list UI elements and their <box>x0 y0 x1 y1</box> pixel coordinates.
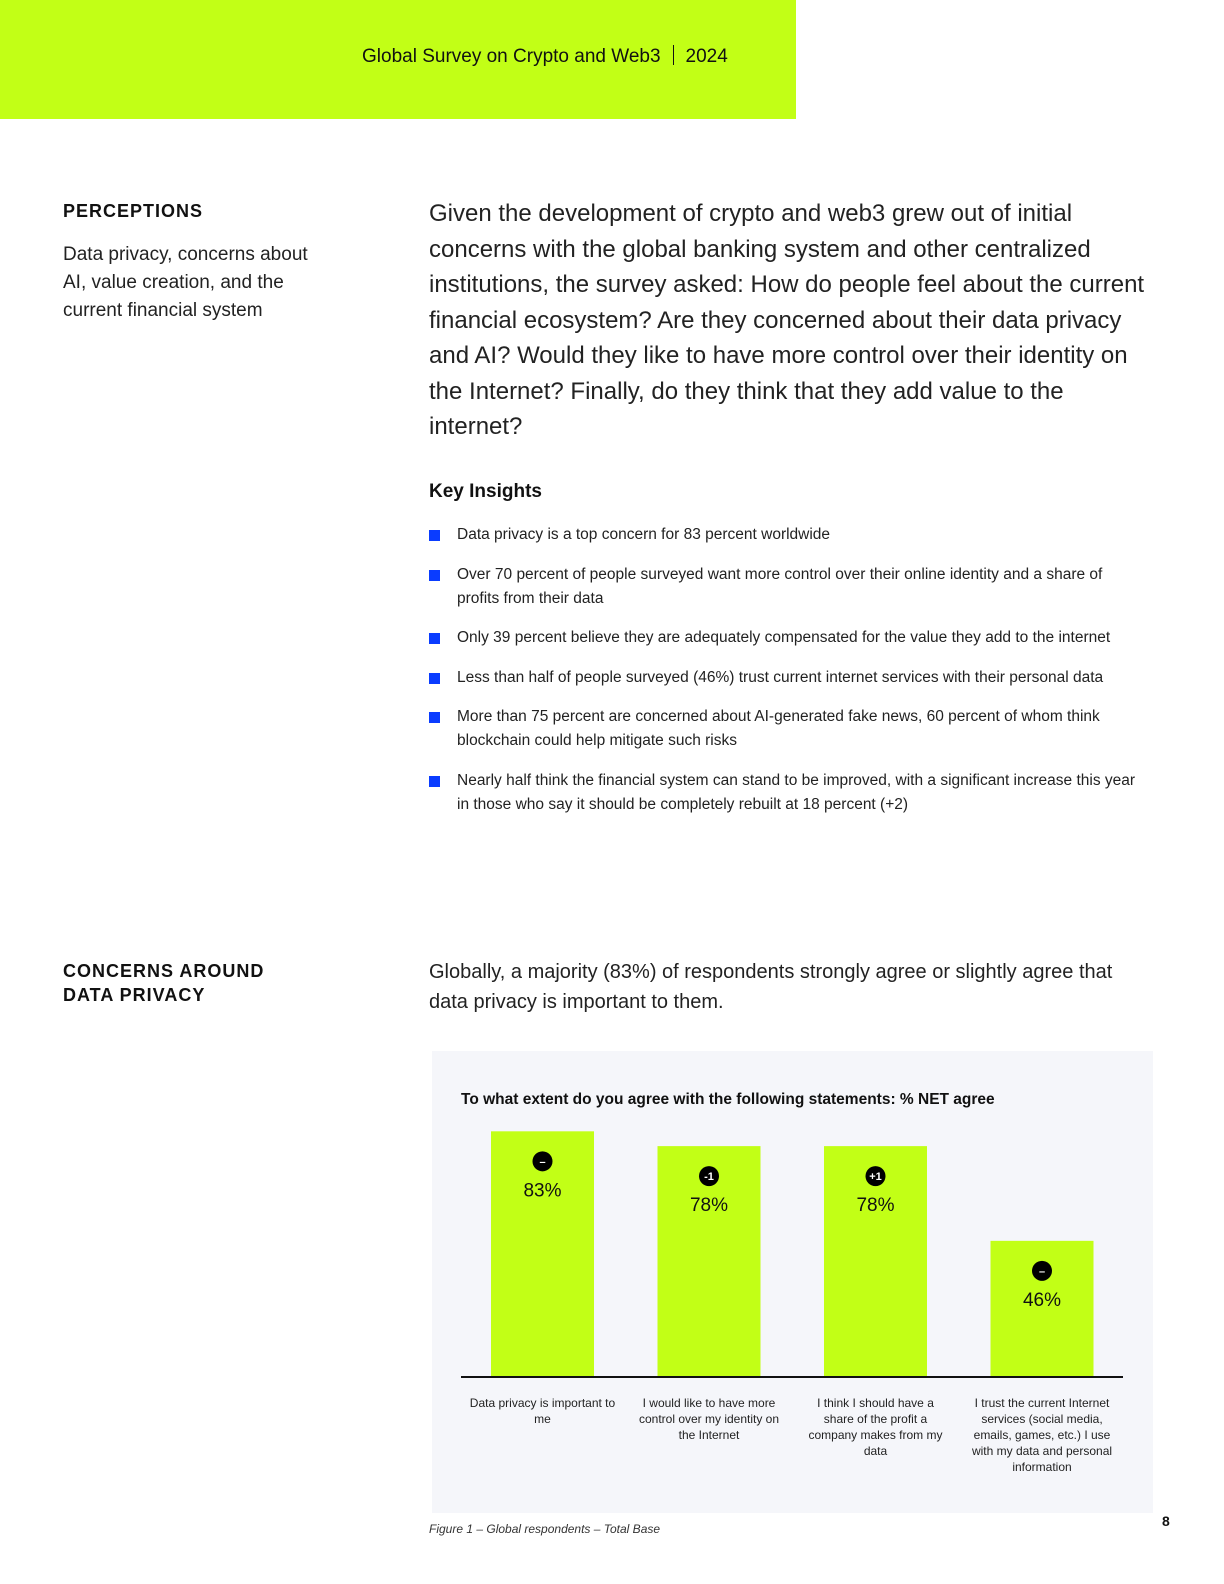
perceptions-subtitle: Data privacy, concerns about AI, value creation, and the current financial system <box>63 244 308 321</box>
report-title: Global Survey on Crypto and Web3 <box>362 46 661 67</box>
category-label: I would like to have more control over my identity on the Internet <box>638 1396 780 1442</box>
insight-text: More than 75 percent are concerned about AI-generated fake news, 60 percent of whom think blockchain could help mitigate such risks <box>457 708 1100 749</box>
privacy-paragraph: Globally, a majority (83%) of respondents strongly agree or slightly agree that data privacy is important to them. <box>429 961 1113 1013</box>
insight-text: Less than half of people surveyed (46%) trust current internet services with their personal data <box>457 668 1104 686</box>
insight-text: Only 39 percent believe they are adequately compensated for the value they add to the internet <box>457 629 1111 646</box>
category-label: I trust the current Internet services (social media, emails, games, etc.) I use with my data and personal information <box>971 1396 1113 1474</box>
privacy-heading-line1: CONCERNS AROUND <box>63 961 265 981</box>
privacy-heading-line2: DATA PRIVACY <box>63 985 206 1005</box>
bar-value-label: 78% <box>689 1195 729 1217</box>
figure-caption: Figure 1 – Global respondents – Total Base <box>429 1522 661 1536</box>
change-badge-label: – <box>1038 1265 1046 1278</box>
report-year: 2024 <box>685 46 728 67</box>
category-label: I think I should have a share of the profit a company makes from my data <box>808 1396 943 1458</box>
change-badge-label: -1 <box>704 1171 714 1184</box>
change-badge-label: – <box>539 1156 546 1169</box>
page-number: 8 <box>1162 1513 1170 1529</box>
category-label: Data privacy is important to me <box>469 1396 616 1426</box>
insight-text: Over 70 percent of people surveyed want more control over their online identity and a share of profits from their data <box>457 565 1103 607</box>
chart-title: To what extent do you agree with the following statements: % NET agree <box>461 1091 995 1108</box>
bar-value-label: 78% <box>856 1195 895 1217</box>
key-insights-heading: Key Insights <box>429 481 542 502</box>
change-badge-label: +1 <box>869 1171 882 1184</box>
insight-text: Nearly half think the financial system can stand to be improved, with a significant increase this year in those who say it should be completely rebuilt at 18 percent (+2) <box>457 771 1136 813</box>
perceptions-heading: PERCEPTIONS <box>63 201 204 221</box>
insight-text: Data privacy is a top concern for 83 percent worldwide <box>457 526 831 543</box>
bar-value-label: 83% <box>523 1180 562 1202</box>
intro-paragraph: Given the development of crypto and web3 grew out of initial concerns with the global banking system and other centralized institutions, the survey asked: How do people feel about the current financial ecosystem? Are they concerned about their data privacy and AI? Would they like to have more control over their identity on the Internet? Finally, do they think that they add value to the internet? <box>429 200 1145 440</box>
bar-value-label: 46% <box>1022 1289 1062 1311</box>
